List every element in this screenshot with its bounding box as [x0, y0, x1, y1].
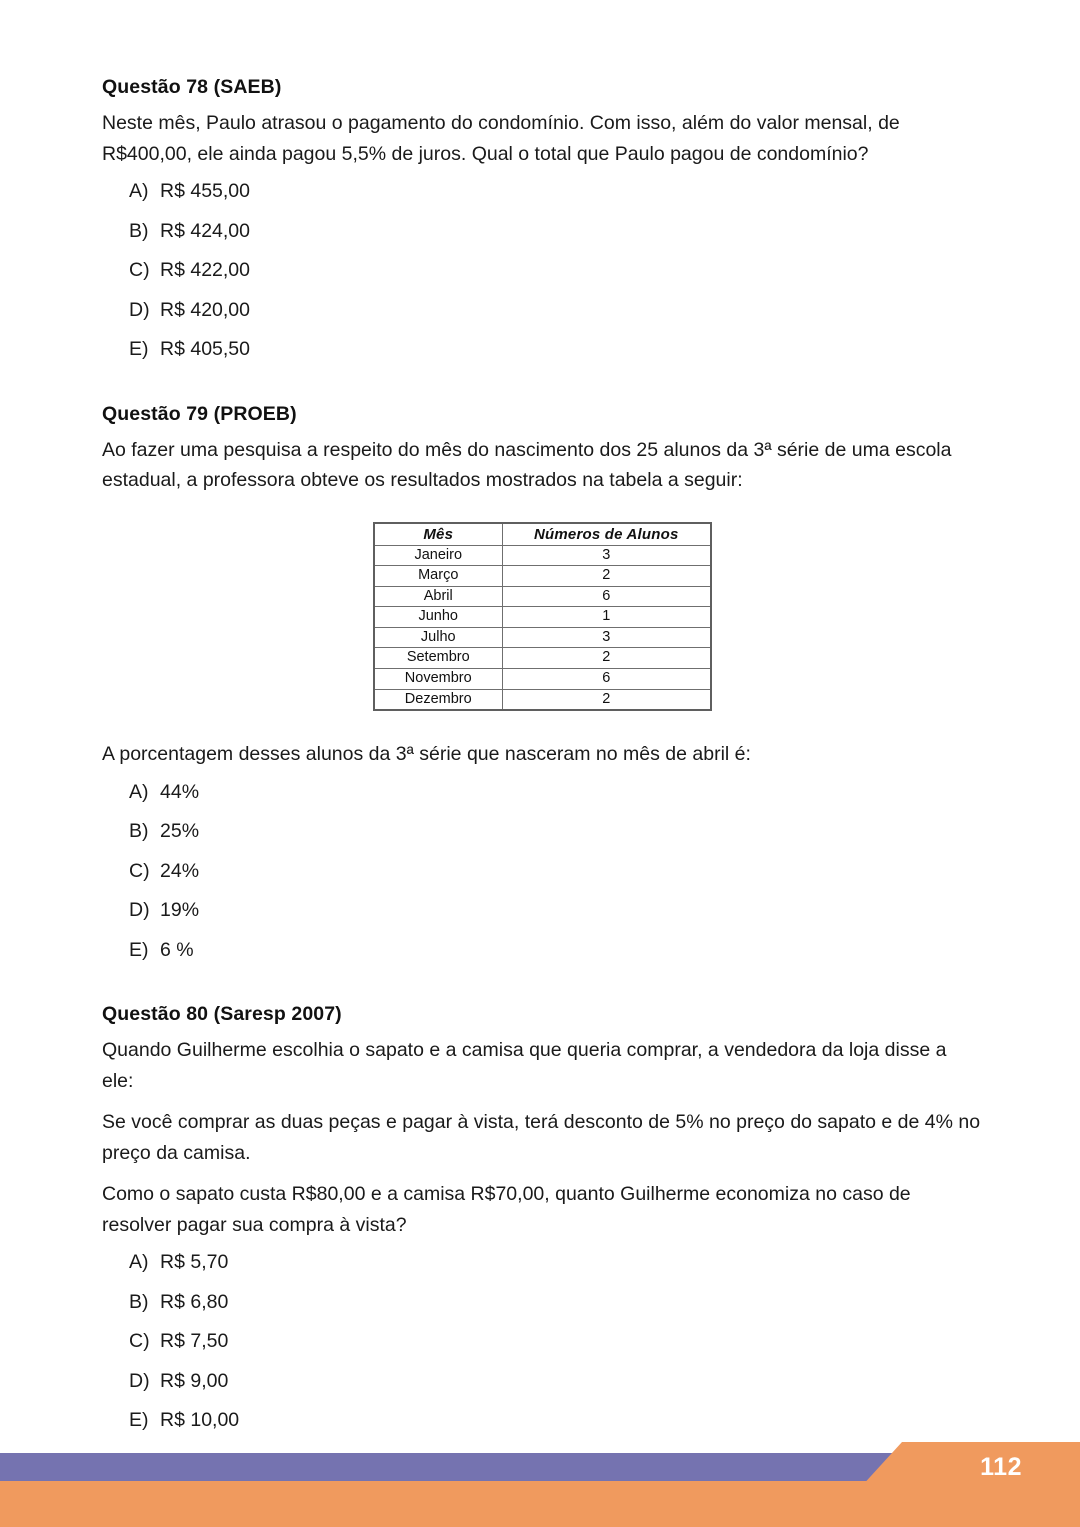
question-heading-78: Questão 78 (SAEB): [102, 76, 282, 98]
cell-count: 1: [503, 607, 711, 628]
option-letter: D): [129, 298, 150, 321]
cell-month: Julho: [374, 627, 503, 648]
option-letter: A): [129, 180, 149, 202]
option-item[interactable]: [102, 1326, 982, 1356]
cell-month: Março: [374, 566, 503, 587]
option-text: 25%: [160, 820, 200, 843]
cell-count: 3: [503, 545, 711, 566]
option-item[interactable]: [102, 255, 982, 285]
option-letter: A): [129, 1251, 149, 1274]
option-letter: B): [129, 219, 149, 242]
question-heading-80: Questão 80 (Saresp 2007): [102, 1003, 342, 1026]
question-heading-79: Questão 79 (PROEB): [102, 402, 297, 425]
question-block-80: [102, 999, 982, 1435]
question-block-79: [102, 399, 982, 965]
option-text: 19%: [160, 899, 200, 922]
option-item[interactable]: [102, 777, 982, 807]
option-item[interactable]: [102, 216, 982, 246]
page-footer: [0, 1420, 1080, 1527]
option-letter: E): [129, 938, 149, 961]
cell-count: 6: [503, 586, 711, 607]
option-letter: C): [129, 259, 150, 281]
option-text: R$ 420,00: [160, 298, 250, 321]
option-item[interactable]: [102, 295, 982, 325]
option-letter: E): [129, 338, 149, 360]
page-content: [102, 72, 982, 1445]
cell-month: Novembro: [374, 669, 503, 690]
table-row: [374, 566, 711, 587]
column-header-month: Mês: [374, 523, 503, 546]
option-text: R$ 6,80: [160, 1290, 229, 1313]
cell-count: 2: [503, 566, 711, 587]
question-statement-80-prompt: Como o sapato custa R$80,00 e a camisa R$70,00, quanto Guilherme economiza no caso de resolver pagar sua compra à vista?: [102, 1183, 911, 1236]
footer-purple-band: [0, 1453, 910, 1481]
cell-month: Junho: [374, 607, 503, 628]
option-letter: B): [129, 1290, 149, 1313]
cell-count: 2: [503, 648, 711, 669]
option-letter: C): [129, 859, 150, 882]
option-text: R$ 9,00: [160, 1369, 229, 1392]
option-text: R$ 422,00: [160, 259, 250, 281]
option-text: 6 %: [160, 938, 194, 961]
option-item[interactable]: [102, 1247, 982, 1277]
cell-count: 2: [503, 689, 711, 710]
section-spacer: [102, 974, 982, 999]
cell-month: Dezembro: [374, 689, 503, 710]
cell-count: 6: [503, 669, 711, 690]
option-letter: A): [129, 780, 149, 803]
question-statement-80-offer: Se você comprar as duas peças e pagar à vista, terá desconto de 5% no preço do sapato e de 4% no preço da camisa.: [102, 1111, 981, 1164]
table-row: [374, 648, 711, 669]
option-item[interactable]: [102, 816, 982, 846]
footer-orange-band: [0, 1481, 1080, 1527]
options-list-78: [102, 176, 982, 364]
table-row: [374, 586, 711, 607]
cell-month: Setembro: [374, 648, 503, 669]
table-row: [374, 627, 711, 648]
option-text: R$ 7,50: [160, 1330, 229, 1353]
option-text: 44%: [160, 780, 200, 803]
option-item[interactable]: [102, 1287, 982, 1317]
option-text: R$ 5,70: [160, 1251, 229, 1274]
option-letter: D): [129, 1369, 150, 1392]
option-text: R$ 455,00: [160, 180, 250, 202]
question-statement-79: Ao fazer uma pesquisa a respeito do mês do nascimento dos 25 alunos da 3ª série de uma escola estadual, a professora obteve os resultados mostrados na tabela a seguir:: [102, 438, 952, 491]
option-text: 24%: [160, 859, 200, 882]
option-item[interactable]: [102, 856, 982, 886]
cell-month: Janeiro: [374, 545, 503, 566]
page-number: 112: [980, 1453, 1022, 1481]
section-spacer: [102, 374, 982, 399]
months-table: [373, 522, 712, 712]
option-item[interactable]: [102, 895, 982, 925]
cell-count: 3: [503, 627, 711, 648]
option-text: R$ 424,00: [160, 219, 250, 242]
table-header-row: [374, 523, 711, 546]
question-statement-78: Neste mês, Paulo atrasou o pagamento do condomínio. Com isso, além do valor mensal, de R$400,00, ele ainda pagou 5,5% de juros. Qual o total que Paulo pagou de condomínio?: [102, 112, 900, 165]
option-item[interactable]: [102, 176, 982, 206]
option-item[interactable]: [102, 1366, 982, 1396]
table-row: [374, 545, 711, 566]
months-table-wrapper: [102, 522, 982, 712]
option-letter: D): [129, 899, 150, 922]
question-block-78: [102, 72, 982, 364]
options-list-80: [102, 1247, 982, 1435]
question-prompt-79: A porcentagem desses alunos da 3ª série que nasceram no mês de abril é:: [102, 743, 751, 766]
table-row: [374, 689, 711, 710]
option-item[interactable]: [102, 334, 982, 364]
table-row: [374, 669, 711, 690]
options-list-79: [102, 777, 982, 965]
option-letter: C): [129, 1330, 150, 1353]
option-text: R$ 405,50: [160, 338, 250, 360]
cell-month: Abril: [374, 586, 503, 607]
option-text: R$ 10,00: [160, 1409, 240, 1432]
question-statement-80-intro: Quando Guilherme escolhia o sapato e a camisa que queria comprar, a vendedora da loja disse a ele:: [102, 1039, 947, 1092]
table-row: [374, 607, 711, 628]
option-item[interactable]: [102, 935, 982, 965]
option-letter: B): [129, 820, 149, 843]
option-letter: E): [129, 1409, 149, 1432]
column-header-count: Números de Alunos: [503, 523, 711, 546]
